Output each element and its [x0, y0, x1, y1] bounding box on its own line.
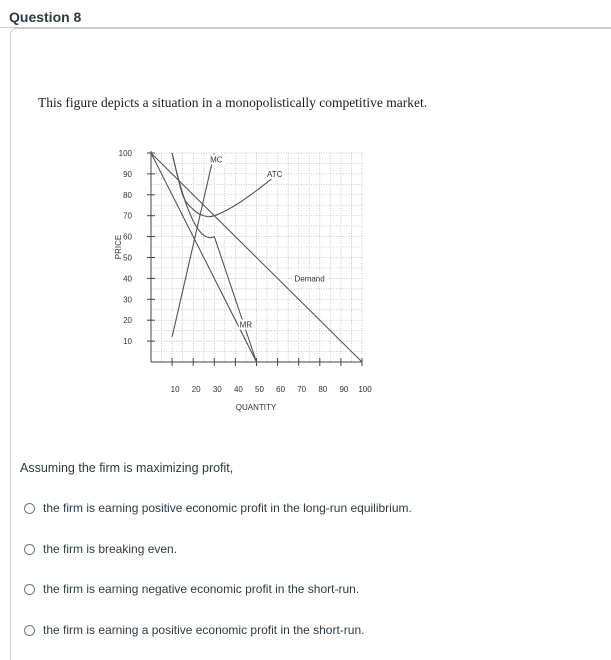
- cost-revenue-figure: [108, 142, 378, 422]
- y-tick-label: 40: [123, 274, 132, 284]
- radio-button[interactable]: [24, 625, 35, 636]
- radio-button[interactable]: [24, 584, 35, 595]
- question-text: This figure depicts a situation in a monopolistically competitive market.: [38, 95, 428, 110]
- y-axis-title: PRICE: [114, 234, 123, 260]
- x-tick-label: 20: [191, 385, 201, 394]
- y-tick-label: 30: [123, 295, 132, 305]
- y-tick-label: 100: [118, 149, 132, 158]
- x-tick-label: 40: [233, 385, 243, 394]
- y-tick-label: 60: [123, 232, 132, 242]
- x-tick-label: 80: [318, 385, 328, 394]
- x-tick-label: 100: [358, 385, 372, 394]
- y-tick-label: 90: [123, 169, 132, 179]
- x-tick-label: 90: [339, 385, 349, 394]
- y-tick-label: 80: [123, 190, 132, 200]
- answer-option-4[interactable]: [24, 623, 364, 637]
- x-tick-label: 70: [297, 385, 307, 394]
- radio-button[interactable]: [24, 503, 35, 514]
- chart-svg: [108, 142, 378, 422]
- x-axis-title: QUANTITY: [235, 403, 277, 412]
- x-tick-label: 10: [170, 385, 180, 394]
- y-tick-label: 20: [123, 316, 132, 326]
- labels: [114, 149, 372, 412]
- x-tick-label: 50: [255, 385, 264, 394]
- curve-label: ATC: [267, 170, 283, 180]
- x-tick-label: 30: [212, 385, 222, 394]
- answer-option-label: the firm is earning positive economic profit in the long-run equilibrium.: [43, 501, 412, 515]
- answer-option-label: the firm is earning a positive economic profit in the short-run.: [43, 623, 365, 637]
- y-tick-label: 50: [123, 253, 132, 263]
- curve-label: Demand: [294, 274, 325, 284]
- radio-button[interactable]: [24, 544, 35, 555]
- answer-option-2[interactable]: [24, 542, 177, 556]
- y-tick-label: 70: [123, 211, 132, 221]
- curve-label: MC: [210, 155, 223, 165]
- answer-option-3[interactable]: [24, 582, 359, 596]
- answer-option-1[interactable]: [24, 501, 412, 515]
- answer-option-label: the firm is earning negative economic profit in the short-run.: [43, 582, 360, 596]
- y-tick-label: 10: [123, 337, 132, 347]
- question-title: Question 8: [9, 9, 82, 25]
- answer-option-label: the firm is breaking even.: [43, 542, 178, 556]
- x-tick-label: 60: [276, 385, 286, 394]
- curve-label: MR: [239, 320, 253, 330]
- question-prompt: Assuming the firm is maximizing profit,: [20, 461, 234, 475]
